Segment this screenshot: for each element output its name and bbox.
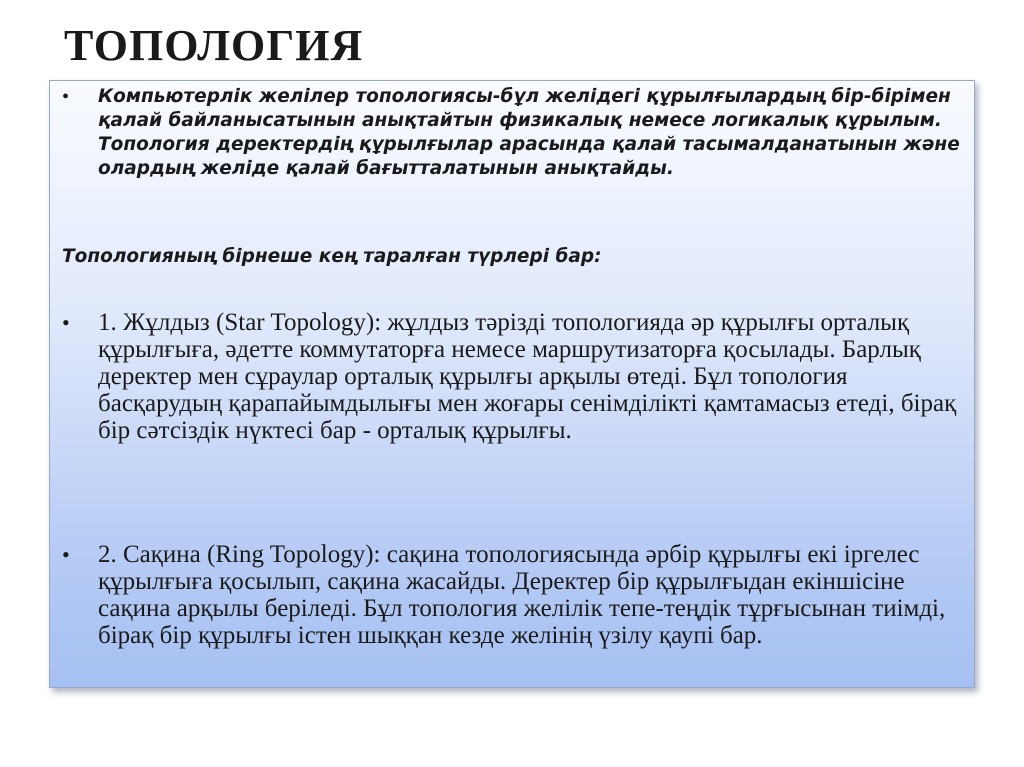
bullet-marker: • <box>62 310 70 335</box>
ring-topology-text: 2. Сақина (Ring Topology): сақина топологиясында әрбір құрылғы екі іргелес құрылғыға қосылып, сақина жасайды. Деректер бір құрылғыдан екіншісіне сақина арқылы беріледі. Бұл топология желілік тепе-теңдік тұрғысынан тиімді, бірақ бір құрылғы істен шыққан кезде желінің үзілу қаупі бар. <box>98 541 946 649</box>
bullet-marker: • <box>62 86 70 108</box>
bullet-marker: • <box>62 542 70 567</box>
slide-title: ТОПОЛОГИЯ <box>64 21 364 70</box>
star-topology-text: 1. Жұлдыз (Star Topology): жұлдыз тәрізді топологияда әр құрылғы орталық құрылғыға, әдетте коммутаторға немесе маршрутизаторға қосылады. Барлық деректер мен сұраулар орталық құрылғы арқылы өтеді. Бұл топология басқарудың қарапайымдылығы мен жоғары сенімділікті қамтамасыз етеді, бірақ бір сәтсіздік нүктесі бар - орталық құрылғы. <box>98 309 957 444</box>
intro-text: Компьютерлік желілер топологиясы-бұл желідегі құрылғылардың бір-бірімен қалай байланысатынын анықтайтын физикалық немесе логикалық құрылым. Топология деректердің құрылғылар арасында қалай тасымалданатынын және олардың желіде қалай бағытталатынын анықтайды. <box>98 86 960 179</box>
subheading-text: Топологияның бірнеше кең таралған түрлері бар: <box>62 246 602 267</box>
content-box <box>49 80 975 688</box>
